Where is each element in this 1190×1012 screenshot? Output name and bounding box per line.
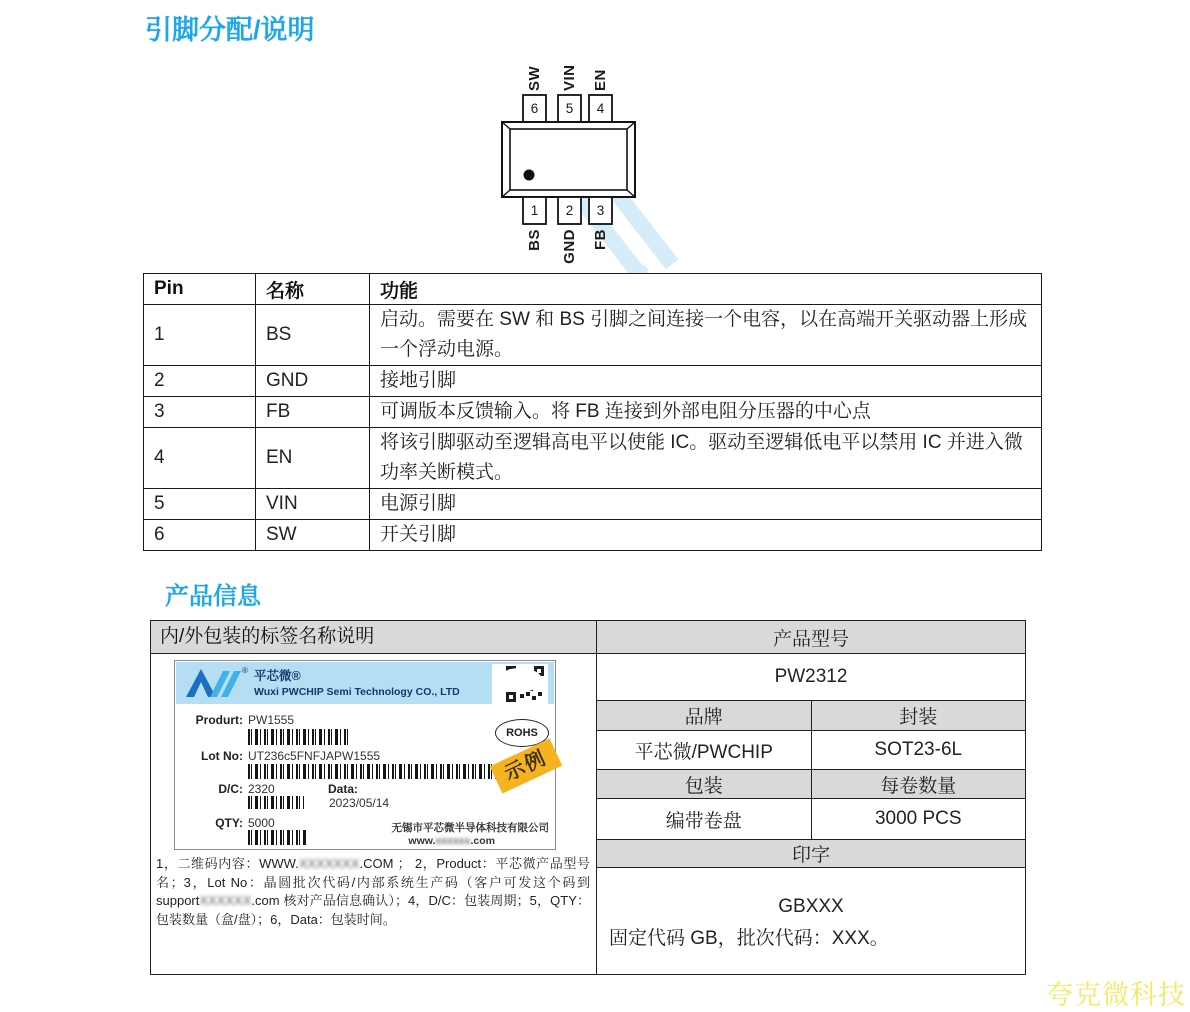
product-model-value: PW2312 xyxy=(597,654,1025,701)
section-title-pin-assignment: 引脚分配/说明 xyxy=(145,15,315,45)
label-footer-website xyxy=(408,835,495,847)
cell-name: FB xyxy=(256,397,370,428)
pin1-indicator-dot xyxy=(524,170,535,181)
header-cell-name: 名称 xyxy=(256,274,370,305)
header-cell-func: 功能 xyxy=(370,274,1042,305)
pwchip-logo-icon xyxy=(184,665,246,703)
label-company-en: Wuxi PWCHIP Semi Technology CO., LTD xyxy=(254,686,460,698)
cell-name: EN xyxy=(256,428,370,489)
label-footer-company: 无锡市平芯微半导体科技有限公司 xyxy=(391,822,549,834)
chip-body xyxy=(502,122,635,197)
label-qty-field: QTY: xyxy=(215,816,243,830)
cell-pin: 2 xyxy=(144,366,256,397)
label-lot-field: Lot No: xyxy=(201,749,243,763)
reel-qty-value: 3000 PCS xyxy=(874,808,962,829)
label-qty-value: 5000 xyxy=(248,816,275,830)
packing-value: 编带卷盘 xyxy=(597,799,812,839)
pin-diagram xyxy=(460,55,700,270)
pin-label-gnd: GND xyxy=(561,229,578,264)
table-row-pin6 xyxy=(144,520,1042,551)
label-company-block xyxy=(254,666,460,698)
cell-name: SW xyxy=(256,520,370,551)
rohs-badge: ROHS xyxy=(495,719,549,747)
cell-func: 启动。需要在 SW 和 BS 引脚之间连接一个电容，以在高端开关驱动器上形成一个浮动电源。 xyxy=(370,305,1042,366)
label-lot-value: UT236c5FNFJAPW1555 xyxy=(248,749,381,763)
package-header: 封装 xyxy=(899,707,938,728)
cell-func: 接地引脚 xyxy=(370,366,1042,397)
cell-pin: 1 xyxy=(144,305,256,366)
packing-qty-value-row xyxy=(597,799,1025,840)
label-date-field: Data: xyxy=(327,782,358,796)
cell-name: GND xyxy=(256,366,370,397)
brand-value: 平芯微/PWCHIP xyxy=(597,731,812,769)
cell-func: 开关引脚 xyxy=(370,520,1042,551)
label-caption-text xyxy=(156,855,590,929)
label-product-field: Produrt: xyxy=(195,713,243,727)
package-value: SOT23-6L xyxy=(874,739,963,760)
header-cell-pin: Pin xyxy=(144,274,256,305)
left-column-body xyxy=(151,654,596,974)
qty-barcode xyxy=(248,830,306,845)
marking-body xyxy=(597,868,1025,974)
caption-hidden-email: XXXXXX xyxy=(199,893,252,908)
cell-func: 将该引脚驱动至逻辑高电平以使能 IC。驱动至逻辑低电平以禁用 IC 并进入微功率关断模式。 xyxy=(370,428,1042,489)
logo-registered-mark: ® xyxy=(242,666,248,675)
section-title-product-info: 产品信息 xyxy=(165,583,261,610)
cell-name: BS xyxy=(256,305,370,366)
marking-description: 固定代码 GB，批次代码：XXX。 xyxy=(609,928,889,949)
marking-header: 印字 xyxy=(597,840,1025,868)
web-hidden: xxxxxx xyxy=(435,835,471,847)
table-row-pin1 xyxy=(144,305,1042,366)
label-dc-field: D/C: xyxy=(218,782,243,796)
product-info-table xyxy=(150,620,1026,975)
product-model-header: 产品型号 xyxy=(597,621,1025,654)
label-date-value: 2023/05/14 xyxy=(329,796,390,810)
web-suffix: .com xyxy=(470,835,495,847)
label-description-column xyxy=(151,621,597,974)
packing-qty-header-row xyxy=(597,770,1025,799)
pin-label-vin: VIN xyxy=(561,64,578,91)
pin-number-1: 1 xyxy=(530,203,539,218)
pin-number-5: 5 xyxy=(565,101,574,116)
caption-seg: 1，二维码内容：WWW. xyxy=(156,856,299,871)
label-header-band xyxy=(176,662,554,704)
cell-pin: 4 xyxy=(144,428,256,489)
left-column-header: 内/外包装的标签名称说明 xyxy=(151,621,596,654)
qr-code-icon xyxy=(492,664,548,704)
pin-number-2: 2 xyxy=(565,203,574,218)
cell-func: 电源引脚 xyxy=(370,489,1042,520)
brand-package-value-row xyxy=(597,731,1025,770)
cell-name: VIN xyxy=(256,489,370,520)
quark-watermark-text: 夸克微科技 xyxy=(1046,980,1186,1010)
caption-hidden-url: XXXXXXX xyxy=(298,856,360,871)
cell-func: 可调版本反馈输入。将 FB 连接到外部电阻分压器的中心点 xyxy=(370,397,1042,428)
shipping-label-image xyxy=(174,660,556,850)
marking-code: GBXXX xyxy=(778,896,844,917)
pin-label-bs: BS xyxy=(526,229,543,251)
web-prefix: www. xyxy=(408,835,436,847)
pin-label-fb: FB xyxy=(592,229,609,250)
label-brand-cn: 平芯微® xyxy=(254,669,301,683)
pin-label-sw: SW xyxy=(526,65,543,91)
label-product-value: PW1555 xyxy=(248,713,295,727)
brand-header: 品牌 xyxy=(597,701,812,730)
brand-package-header-row xyxy=(597,701,1025,731)
packing-header: 包装 xyxy=(597,770,812,798)
caption-seg: .com 核对产品信息确认）；4，D/C：包装周期；5，QTY：包装数量（盒/盘）；6，Data：包装时间。 xyxy=(156,893,590,927)
pin-number-4: 4 xyxy=(596,101,605,116)
table-header-row xyxy=(144,274,1042,305)
product-barcode xyxy=(248,729,348,745)
dc-barcode xyxy=(248,796,304,809)
pin-number-6: 6 xyxy=(530,101,539,116)
pin-number-3: 3 xyxy=(596,203,605,218)
product-spec-column xyxy=(597,621,1025,974)
reel-qty-header: 每卷数量 xyxy=(880,775,957,797)
table-row-pin3 xyxy=(144,397,1042,428)
cell-pin: 5 xyxy=(144,489,256,520)
cell-pin: 6 xyxy=(144,520,256,551)
label-dc-value: 2320 xyxy=(248,782,275,796)
table-row-pin2 xyxy=(144,366,1042,397)
pin-label-en: EN xyxy=(592,69,609,91)
caption-seg: .COM ； 2，Product：平芯微产品型号名；3，Lot No：晶圆批次代码/内部系统生产码（客户可发这个码到 support xyxy=(156,856,591,908)
table-row-pin5 xyxy=(144,489,1042,520)
pin-function-table xyxy=(143,273,1042,551)
sample-stamp: 示例 xyxy=(490,738,562,793)
lot-barcode xyxy=(248,764,528,779)
cell-pin: 3 xyxy=(144,397,256,428)
table-row-pin4 xyxy=(144,428,1042,489)
